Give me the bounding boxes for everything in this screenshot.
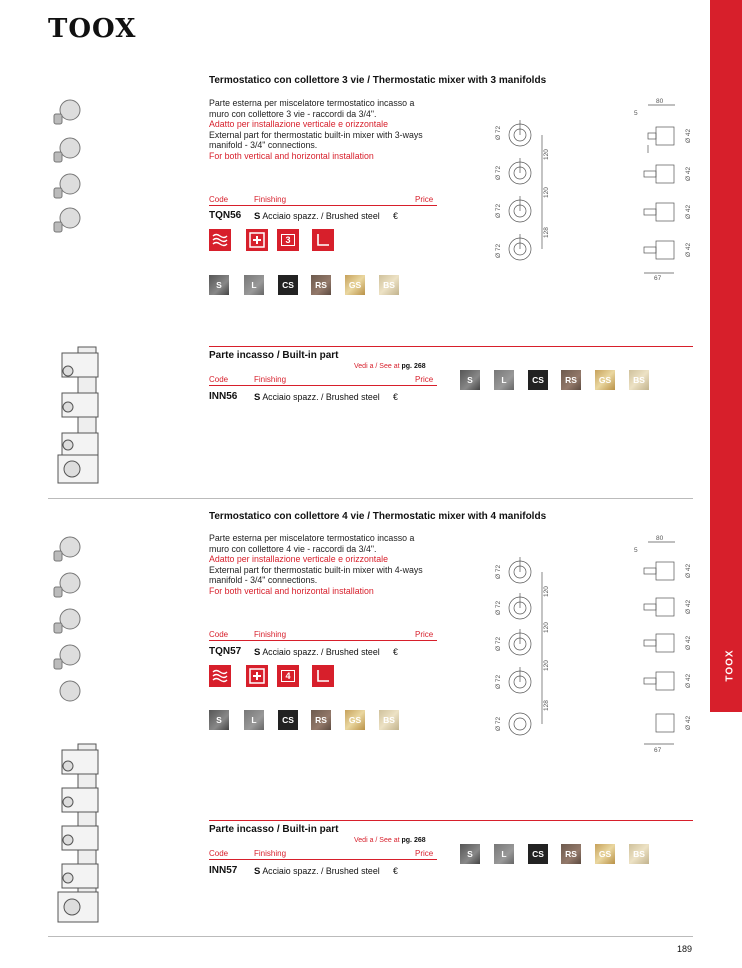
finish-code: S	[254, 392, 261, 403]
plus-box-icon	[246, 229, 268, 251]
section-divider	[48, 498, 693, 499]
finish-label: Acciaio spazz. / Brushed steel	[262, 211, 380, 221]
swatch-rs[interactable]: RS	[561, 844, 581, 864]
swatch-cs[interactable]: CS	[528, 844, 548, 864]
product-code: TQN56	[209, 210, 242, 221]
manifold-number: 3	[281, 234, 294, 246]
finish-label: Acciaio spazz. / Brushed steel	[262, 866, 380, 876]
corner-arrow-icon	[312, 229, 334, 251]
code-header: Code	[209, 630, 229, 639]
technical-drawing-side-2	[630, 532, 700, 757]
code-header: Code	[209, 195, 229, 204]
builtin-part-image-1	[48, 345, 108, 485]
swatch-gs[interactable]: GS	[595, 844, 615, 864]
swatch-l[interactable]: L	[244, 275, 264, 295]
dim-label: Ø 72	[495, 636, 502, 651]
technical-drawing-front-1	[490, 110, 560, 270]
finish-code: S	[254, 647, 261, 658]
dim-label: Ø 72	[495, 125, 502, 140]
manifold-4-icon	[277, 665, 299, 687]
dim-label: 80	[656, 98, 664, 105]
see-at-page[interactable]: pg. 268	[401, 363, 426, 370]
dim-label: Ø 72	[495, 716, 502, 731]
finishing-text	[254, 392, 380, 403]
technical-drawing-front-2	[490, 547, 560, 747]
dim-label: Ø 42	[685, 128, 692, 143]
desc-en: External part for thermostatic built-in mixer with 4-ways manifold - 3/4" connections.	[209, 564, 423, 585]
knob-image	[54, 537, 80, 561]
desc-it: Parte esterna per miscelatore termostatico incasso a muro con collettore 3 vie - raccordi da 3/4".	[209, 98, 415, 119]
price-header: Price	[415, 630, 434, 639]
product-code: INN57	[209, 865, 238, 876]
divider	[209, 859, 437, 860]
dim-label: 120	[543, 586, 550, 597]
price-value: €	[393, 211, 398, 221]
finish-code: S	[254, 211, 261, 222]
knob-image	[54, 138, 80, 162]
knob-image	[54, 645, 80, 669]
dim-label: 120	[543, 187, 550, 198]
dim-label: Ø 72	[495, 203, 502, 218]
swatch-s[interactable]: S	[460, 370, 480, 390]
price-header: Price	[415, 375, 434, 384]
desc-en-red: For both vertical and horizontal installation	[209, 585, 374, 596]
section2-title: Termostatico con collettore 4 vie / Thermostatic mixer with 4 manifolds	[209, 511, 547, 522]
dim-label: 128	[543, 700, 550, 711]
finishing-text	[254, 866, 380, 877]
price-value: €	[393, 866, 398, 876]
dim-label: 120	[543, 149, 550, 160]
swatch-l[interactable]: L	[494, 844, 514, 864]
dim-label: Ø 42	[685, 673, 692, 688]
wave-icon	[209, 665, 231, 687]
page-number: 189	[677, 944, 693, 954]
price-header: Price	[415, 849, 434, 858]
swatch-gs[interactable]: GS	[345, 710, 365, 730]
swatch-rs[interactable]: RS	[311, 275, 331, 295]
see-at-reference	[354, 363, 426, 370]
plus-box-icon	[246, 665, 268, 687]
product-code: TQN57	[209, 646, 242, 657]
section1-title: Termostatico con collettore 3 vie / Thermostatic mixer with 3 manifolds	[209, 75, 547, 86]
finish-label: Acciaio spazz. / Brushed steel	[262, 392, 380, 402]
dim-label: Ø 72	[495, 243, 502, 258]
builtin2-title: Parte incasso / Built-in part	[209, 824, 339, 835]
dim-label: Ø 42	[685, 204, 692, 219]
dim-label: 80	[656, 535, 664, 542]
dim-label: Ø 72	[495, 564, 502, 579]
see-at-label: Vedi a / See at	[354, 363, 400, 370]
swatch-bs[interactable]: BS	[379, 710, 399, 730]
footer-divider	[48, 936, 693, 937]
swatch-l[interactable]: L	[494, 370, 514, 390]
side-tab	[710, 0, 742, 712]
dim-label: Ø 42	[685, 166, 692, 181]
desc-it-red: Adatto per installazione verticale e orizzontale	[209, 119, 388, 129]
finishing-text	[254, 211, 380, 222]
swatch-s[interactable]: S	[460, 844, 480, 864]
swatch-gs[interactable]: GS	[345, 275, 365, 295]
price-value: €	[393, 392, 398, 402]
swatch-bs[interactable]: BS	[379, 275, 399, 295]
swatch-s[interactable]: S	[209, 710, 229, 730]
swatch-bs[interactable]: BS	[629, 844, 649, 864]
swatch-gs[interactable]: GS	[595, 370, 615, 390]
corner-arrow-icon	[312, 665, 334, 687]
knob-image	[54, 174, 80, 198]
knob-image	[54, 100, 80, 124]
dim-label: Ø 72	[495, 674, 502, 689]
code-header: Code	[209, 849, 229, 858]
price-header: Price	[415, 195, 434, 204]
product-thumbnails-1	[48, 98, 88, 238]
dim-label: 120	[543, 622, 550, 633]
desc-it-red: Adatto per installazione verticale e orizzontale	[209, 554, 388, 564]
brand-logo: TOOX	[48, 14, 137, 44]
desc-it: Parte esterna per miscelatore termostatico incasso a muro con collettore 4 vie - raccordi da 3/4".	[209, 533, 415, 554]
wave-icon	[209, 229, 231, 251]
section2-description	[209, 533, 429, 596]
swatch-s[interactable]: S	[209, 275, 229, 295]
see-at-label: Vedi a / See at	[354, 837, 400, 844]
dim-label: Ø 42	[685, 242, 692, 257]
swatch-l[interactable]: L	[244, 710, 264, 730]
section1-description	[209, 98, 429, 161]
code-header: Code	[209, 375, 229, 384]
divider	[209, 205, 437, 206]
dim-label: Ø 42	[685, 563, 692, 578]
builtin-part-image-2	[48, 742, 108, 927]
divider	[209, 385, 437, 386]
knob-image	[54, 573, 80, 597]
dim-label: 120	[543, 660, 550, 671]
dim-label: Ø 42	[685, 715, 692, 730]
side-tab-label: TOOX	[724, 649, 736, 682]
finishing-header: Finishing	[254, 630, 287, 639]
swatch-bs[interactable]: BS	[629, 370, 649, 390]
finishing-header: Finishing	[254, 849, 287, 858]
finishing-header: Finishing	[254, 195, 287, 204]
desc-en-red: For both vertical and horizontal installation	[209, 150, 374, 161]
knob-image	[54, 208, 80, 232]
dim-label: 5	[634, 110, 638, 117]
product-code: INN56	[209, 391, 238, 402]
swatch-rs[interactable]: RS	[561, 370, 581, 390]
swatch-cs[interactable]: CS	[278, 710, 298, 730]
manifold-number: 4	[281, 670, 294, 682]
dim-label: 67	[654, 747, 662, 754]
technical-drawing-side-1	[630, 95, 700, 285]
dim-label: 128	[543, 227, 550, 238]
finishing-header: Finishing	[254, 375, 287, 384]
knob-image	[60, 681, 80, 701]
desc-en: External part for thermostatic built-in mixer with 3-ways manifold - 3/4" connections.	[209, 129, 423, 150]
swatch-cs[interactable]: CS	[528, 370, 548, 390]
dim-label: 5	[634, 547, 638, 554]
divider	[209, 346, 693, 347]
divider	[209, 820, 693, 821]
knob-image	[54, 609, 80, 633]
swatch-cs[interactable]: CS	[278, 275, 298, 295]
price-value: €	[393, 647, 398, 657]
manifold-3-icon	[277, 229, 299, 251]
dim-label: Ø 72	[495, 600, 502, 615]
divider	[209, 640, 437, 641]
finish-label: Acciaio spazz. / Brushed steel	[262, 647, 380, 657]
builtin1-title: Parte incasso / Built-in part	[209, 350, 339, 361]
swatch-rs[interactable]: RS	[311, 710, 331, 730]
finishing-text	[254, 647, 380, 658]
dim-label: Ø 42	[685, 635, 692, 650]
finish-code: S	[254, 866, 261, 877]
dim-label: Ø 42	[685, 599, 692, 614]
see-at-reference	[354, 837, 426, 844]
see-at-page[interactable]: pg. 268	[401, 837, 426, 844]
product-thumbnails-2	[48, 535, 88, 705]
dim-label: Ø 72	[495, 165, 502, 180]
dim-label: 67	[654, 275, 662, 282]
